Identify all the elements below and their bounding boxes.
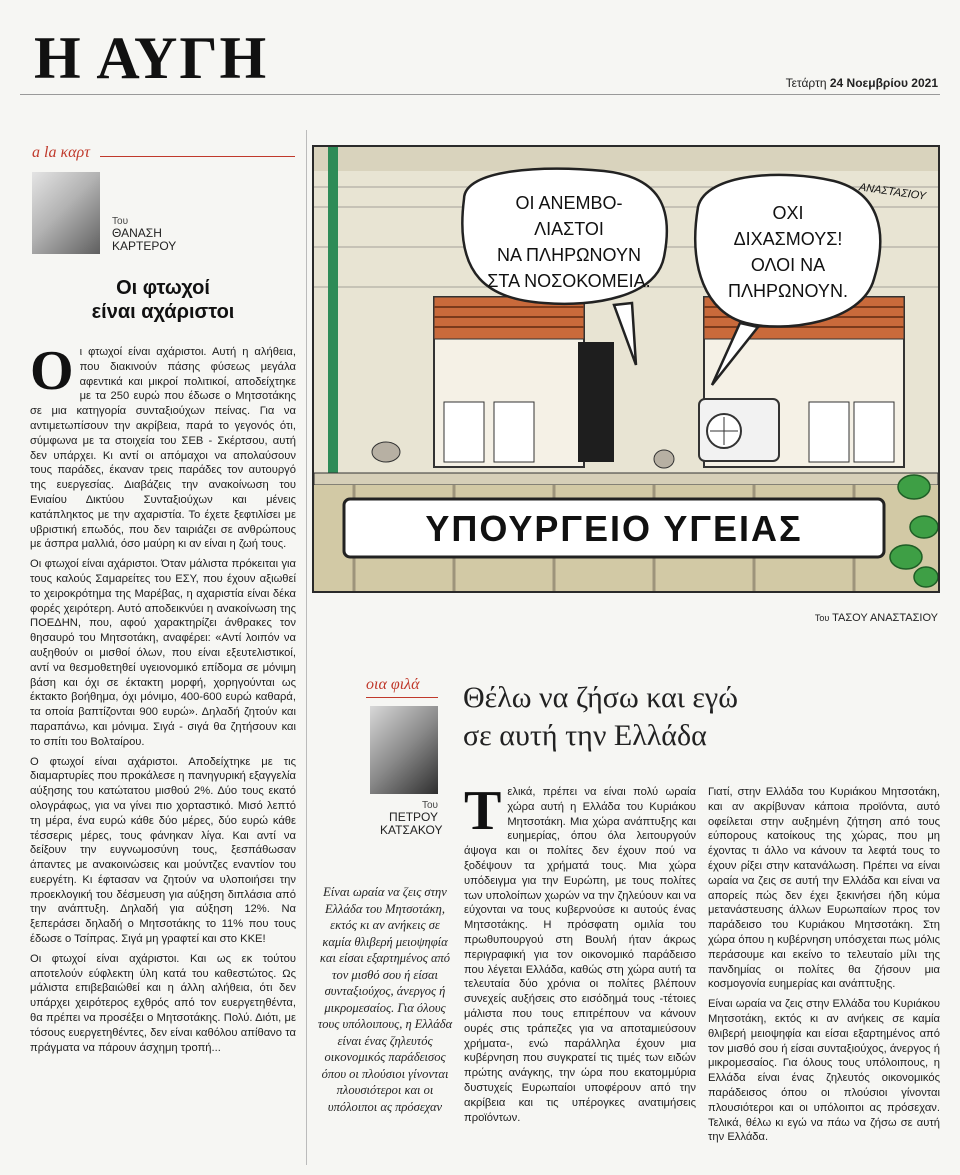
headline-left bbox=[30, 276, 296, 324]
byline-label: Του bbox=[421, 800, 438, 811]
headline-right-line2: σε αυτή την Ελλάδα bbox=[463, 719, 707, 752]
credit-prefix: Του bbox=[814, 613, 830, 623]
section-rule-right bbox=[366, 697, 438, 698]
paragraph: Είναι ωραία να ζεις στην Ελλάδα του Κυριάκου Μητσοτάκη, εκτός κι αν ανήκεις σε καμία θλιβερή μειοψηφία και είσαι εξαρτημένος από τον μισθό σου ή είσαι συνταξιούχος, άνεργος ή μικρομεσαίος. Για όλους τους υπόλοιπους, η Ελλάδα είναι ένας ζηλευτός οικονομικός παράδεισος όπου οι πλούσιοι γίνονται πλουσιότεροι και οι υπόλοιποι ας πρόσεχαν. Τελικά, θέλω κι εγώ να πάω να ζήσω σε αυτή την Ελλάδα. bbox=[708, 998, 940, 1144]
article-body-right-col1 bbox=[464, 785, 696, 1165]
pull-quote: Είναι ωραία να ζεις στην Ελλάδα του Μητσοτάκη, εκτός κι αν ανήκεις σε καμία θλιβερή μειοψηφία και είσαι εξαρτημένος από τον μισθό σου ή είσαι συνταξιούχος, άνεργος ή μικρομεσαίος. Για όλους τους υπόλοιπους, η Ελλάδα είναι ένας ζηλευτός οικονομικός παράδεισος όπου οι πλούσιοι γίνονται πλουσιότεροι και οι υπόλοιποι ας πρόσεχαν bbox=[317, 885, 453, 1114]
section-label-left: a la καρτ bbox=[32, 144, 90, 161]
column-divider bbox=[306, 130, 307, 1165]
bubble1-line3: ΝΑ ΠΛΗΡΩΝΟΥΝ bbox=[497, 245, 641, 265]
top-rule bbox=[20, 94, 940, 95]
cartoon-drawing bbox=[314, 147, 938, 591]
bubble2-line2: ΔΙΧΑΣΜΟΥΣ! bbox=[733, 229, 843, 249]
article-body-left bbox=[30, 345, 296, 1165]
paragraph: Οι φτωχοί είναι αχάριστοι. Και ως εκ τούτου αποτελούν εύφλεκτη ύλη κατά του καθεστώτος. Ως μάλιστα επιβεβαιώθεί και η άλλη αλήθεια, ότι δεν υπάρχει χειρότερος εχθρός από τον ευεργετηθέντα, θα πρέπει να προσέξει ο Μητσοτάκης. Πολύ. Διότι, με τόσους ευεργετηθέντες, δεν είναι καθόλου απίθανο τα πράγματα να πάρουν άσχημη τροπή... bbox=[30, 952, 296, 1054]
bubble1-line4: ΣΤΑ ΝΟΣΟΚΟΜΕΙΑ. bbox=[487, 271, 651, 291]
author-photo-right bbox=[370, 706, 438, 794]
cartoon-sign-text: ΥΠΟΥΡΓΕΙΟ ΥΓΕΙΑΣ bbox=[425, 508, 803, 549]
paragraph: ι φτωχοί είναι αχάριστοι. Αυτή η αλήθεια, που διακινούν πάσης φύσεως μεγάλα αφεντικά και μικροί πολιτικοί, αποδείχτηκε με τα 250 ευρώ που έδωσε ο Μητσοτάκης σε μια κατηγορία συνταξιούχων πείνας. Για να αντιμετωπίσουν την ακρίβεια, παρά το γεγονός ότι, σύμφωνα με τα στοιχεία του ΣΕΒ - Σκέρτσου, αυτή δεν υπάρχει. Κι αντί οι απόμαχοι να απολαύσουν τους παράδες, έκαναν τρεις παράδες τον αυτουργό της ευεργεσίας. Διαβάζεις την ανακοίνωση του Ενιαίου Δικτύου Συνταξιούχων και μένεις κατάπληκτος με την αχαριστία. Το έχετε ξεφτιλίσει με υβριστική επωδός, που δεν ταιριάζει σε ανθρώπους με άσπρα μαλλιά, όσο μαύρη κι αν είναι η ζωή τους. bbox=[30, 346, 296, 551]
headline-left-line1: Οι φτωχοί bbox=[116, 277, 210, 299]
headline-right-line1: Θέλω να ζήσω και εγώ bbox=[463, 681, 738, 714]
date-prefix: Τετάρτη bbox=[785, 76, 827, 90]
author-last-name: ΚΑΤΣΑΚΟΥ bbox=[380, 823, 443, 837]
bubble2-line4: ΠΛΗΡΩΝΟΥΝ. bbox=[728, 281, 848, 301]
byline-right bbox=[380, 800, 443, 837]
credit-name: ΤΑΣΟΥ ΑΝΑΣΤΑΣΙΟΥ bbox=[832, 612, 938, 624]
cartoon bbox=[312, 145, 940, 593]
section-label-right: οια φιλά bbox=[366, 676, 420, 693]
bubble1-line1: ΟΙ ΑΝΕΜΒΟ- bbox=[515, 193, 623, 213]
paragraph: Οι φτωχοί είναι αχάριστοι. Όταν μάλιστα πρόκειται για τους καλούς Σαμαρείτες του ΕΣΥ, που έχουν αξιωθεί το χειροκρότημα της Μαρέβας, η αχαριστία είναι δέκα φορές χειρότερη. Αυτό αποδεικνύει η ανακοίνωση της ΠΟΕΔΗΝ, που, αφού χαρακτηρίζει άνθρακες τον θησαυρό του Μητσοτάκη, αναφέρει: «Αντί λοιπόν να αυξηθούν οι μισθοί όλων, που είναι εξευτελιστικοί, αντί να θεσμοθετηθεί υγειονομικό επίδομα σε μόνιμη βάση και όχι σε έκτακτη μορφή, χορηγούνται ως έκτακτο βοήθημα, όχι μόνιμο, 400-600 ευρώ καθαρά, τα οποία βαπτίζονται 900 ευρώ». Δηλαδή ζητούν και παραπάνω, και μόνιμα. Σιγά - σιγά θα ζητήσουν και το σπίτι του Βολταίρου. bbox=[30, 558, 296, 748]
paragraph: Γιατί, στην Ελλάδα του Κυριάκου Μητσοτάκη, και αν ακρίβυναν κάποια προϊόντα, αυτό οφείλεται στην αυξημένη ζήτηση από τους εύπορους κατοίκους της χώρας, που μη έχοντας τι άλλο να κάνουν τα λεφτά τους το έχουν ρίξει στην κατανάλωση. Πρέπει να είναι ωραία να ζεις σε αυτή την Ελλάδα και είναι να απορείς πώς δεν έχει ξεκινήσει ήδη κύμα μετανάστευσης άλλων Ευρωπαίων προς τον παράδεισο του Κυριάκου Μητσοτάκη. Στη χώρα όπου η κυβέρνηση υπόσχεται πως μόλις περάσουμε και εκείνο το τελευταίο μίλι της πανδημίας οι πολίτες θα ζήσουν μια κοσμογονία ευημερίας και ανάπτυξης. bbox=[708, 786, 940, 991]
article-body-right-col2 bbox=[708, 785, 940, 1165]
byline-label: Του bbox=[112, 216, 129, 227]
bubble2-line3: ΟΛΟΙ ΝΑ bbox=[750, 255, 826, 275]
author-first-name: ΠΕΤΡΟΥ bbox=[389, 810, 438, 824]
masthead: Η ΑΥΓΗ bbox=[34, 25, 269, 91]
paragraph: ελικά, πρέπει να είναι πολύ ωραία χώρα αυτή η Ελλάδα του Κυριάκου Μητσοτάκη. Μια χώρα ανάπτυξης και ευημερίας, όπου όλα λειτουργούν άψογα και οι πολίτες δεν έχουν πού να ξοδέψουν τα χρήματά τους. Μια χώρα υπόδειγμα για την Ευρώπη, με τους πολίτες των υπολοίπων χωρών να την ζηλεύουν και να εύχονται να τους κυβερνούσε κι αυτούς ένας Μητσοτάκης. Η πρόσφατη ομιλία του πρωθυπουργού στη Βουλή ήταν άκρως περιγραφική για τον οικονομικό παράδεισο που λέγεται Ελλάδα, καθώς στη χώρα αυτή τα τελευταία δύο χρόνια οι πολίτες βλέπουν συνεχείς αυξήσεις στο εισόδημά τους -τέτοιες μάλιστα που τους επιτρέπουν να κάνουν ουρές στις τράπεζες για να αποταμιεύσουν χρήματα-, ενώ παράλληλα έχουν μια κυβέρνηση που συγκρατεί τις τιμές των ειδών πρώτης ανάγκης, την ώρα που εκατομμύρια δυστυχείς Ευρωπαίοι υποφέρουν από την ακρίβεια και τις υπέρογκες ανατιμήσεις προϊόντων. bbox=[464, 786, 696, 1124]
paragraph: Ο φτωχοί είναι αχάριστοι. Αποδείχτηκε με τις διαμαρτυρίες που προκάλεσε η πανηγυρική εξαγγελία αύξησης του κατώτατου μισθού 2%. Δύο τους εκατό ολογράφως, για να γίνει πιο χορταστικό. Μισό λεπτό τη μέρα, ένα ευρώ κάθε δύο μέρες, δύο ευρώ κάθε τέσσερις μέρες, τους φάνηκαν λίγα. Και αντί να δείξουν την ευγνωμοσύνη τους, ξεσπάθωσαν άπαντες με ανακοινώσεις και μούντζες εναντίον του ευεργέτη. Κι έφτασαν να ζητούν να υλοποιήσει την προεκλογική του δέσμευση για αύξηση διπλάσια από την ανάπτυξη. Δηλαδή για αύξηση 12%. Να ξεπεράσει δηλαδή ο Μητσοτάκης το 11% που τους έδωσε ο Τσίπρας. Σιγά μη γραφτεί και στο ΚΚΕ! bbox=[30, 755, 296, 946]
headline-right bbox=[463, 679, 933, 755]
author-last-name: ΚΑΡΤΕΡΟΥ bbox=[112, 239, 177, 253]
dropcap-right: Τ bbox=[464, 785, 502, 842]
bubble2-line1: ΟΧΙ bbox=[772, 203, 804, 223]
byline-left bbox=[112, 216, 176, 253]
issue-date bbox=[786, 76, 938, 90]
cartoon-credit bbox=[815, 612, 938, 624]
author-first-name: ΘΑΝΑΣΗ bbox=[112, 226, 162, 240]
headline-left-line2: είναι αχάριστοι bbox=[91, 301, 235, 323]
dropcap-left: Ο bbox=[30, 345, 74, 402]
date-value: 24 Νοεμβρίου 2021 bbox=[829, 76, 938, 90]
cartoon-signature: ΑΝΑΣΤΑΣΙΟΥ bbox=[858, 181, 927, 203]
section-rule-left bbox=[100, 156, 295, 157]
bubble1-line2: ΛΙΑΣΤΟΙ bbox=[534, 219, 604, 239]
author-photo-left bbox=[32, 172, 100, 254]
